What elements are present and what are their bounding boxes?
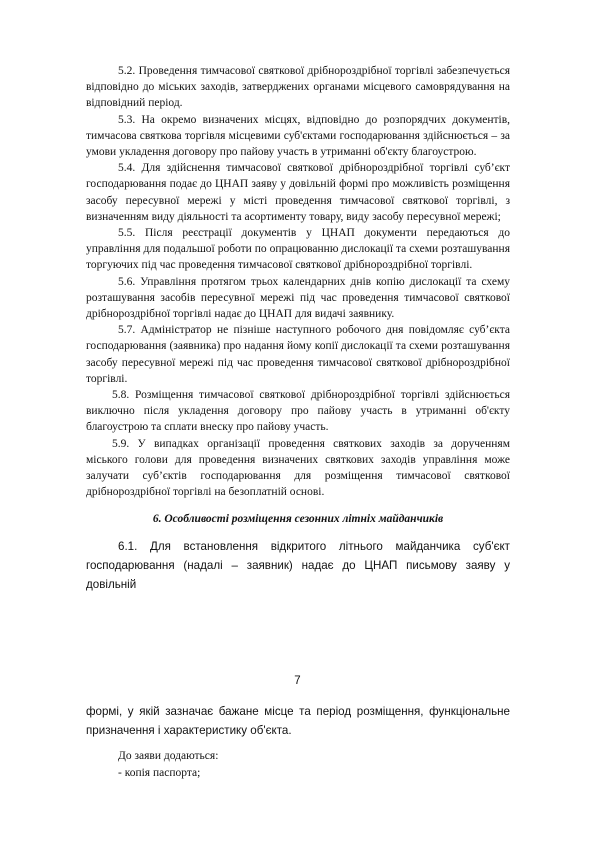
paragraph-5-4: 5.4. Для здійснення тимчасової святкової дрібнороздрібної торгівлі суб’єкт господарювання подає до ЦНАП заяву у довільній формі про можливість розміщення засобу пересувної мережі у місті проведення тимчасової святкової торгівлі, з визначенням виду діяльності та асортименту товару, виду засобу пересувної мережі; xyxy=(86,162,510,223)
page-body-top xyxy=(86,63,510,594)
section-heading: 6. Особливості розміщення сезонних літніх майданчиків xyxy=(152,513,444,526)
page-body-bottom xyxy=(86,702,510,782)
paragraph-5-2: 5.2. Проведення тимчасової святкової дрібнороздрібної торгівлі забезпечується відповідно до міських заходів, затверджених органами місцевого самоврядування на відповідний період. xyxy=(86,65,510,110)
paragraph-6-1-start: 6.1. Для встановлення відкритого літнього майданчика суб'єкт господарювання (надалі – заявник) надає до ЦНАП письмову заяву у довільній xyxy=(86,540,510,592)
paragraph-5-9: 5.9. У випадках організації проведення святкових заходів за дорученням міського голови для проведення визначених святкових заходів управління може залучати суб’єктів господарювання для розміщення тимчасової святкової дрібнороздрібної торгівлі на безоплатній основі. xyxy=(86,437,510,499)
paragraph-5-3: 5.3. На окремо визначених місцях, відповідно до розпорядчих документів, тимчасова святкова торгівля місцевими суб'єктами господарювання здійснюється – за умови укладення договору про пайову участь в утриманні об'єкту благоустрою. xyxy=(86,113,510,159)
page-number: 7 xyxy=(294,675,301,687)
paragraph-5-5: 5.5. Після реєстрації документів у ЦНАП документи передаються до управління для подальшої роботи по опрацюванню дислокації та схеми розташування торгуючих під час проведення тимчасової святкової дрібнороздрібної торгівлі. xyxy=(86,227,510,272)
attachments-intro: До заяви додаються: xyxy=(118,750,219,762)
paragraph-5-7: 5.7. Адміністратор не пізніше наступного робочого дня повідомляє суб’єкта господарювання (заявника) про надання йому копії дислокації та схеми розташування засобу пересувної мережі під час проведення тимчасової святкової дрібнороздрібної торгівлі. xyxy=(86,324,510,385)
paragraph-6-1-continued: формі, у якій зазначає бажане місце та період розміщення, функціональне призначення і характеристику об'єкта. xyxy=(86,705,510,737)
paragraph-5-8: 5.8. Розміщення тимчасової святкової дрібнороздрібної торгівлі здійснюється виключно після укладення договору про пайову участь в утриманні об'єкту благоустрою та сплати внеску про пайову участь. xyxy=(86,389,510,434)
paragraph-5-6: 5.6. Управління протягом трьох календарних днів копію дислокації та схему розташування засобів пересувної мережі під час проведення тимчасової святкової дрібнороздрібної торгівлі надає до ЦНАП для видачі заявнику. xyxy=(86,275,510,321)
attachment-item: - копія паспорта; xyxy=(118,767,201,779)
